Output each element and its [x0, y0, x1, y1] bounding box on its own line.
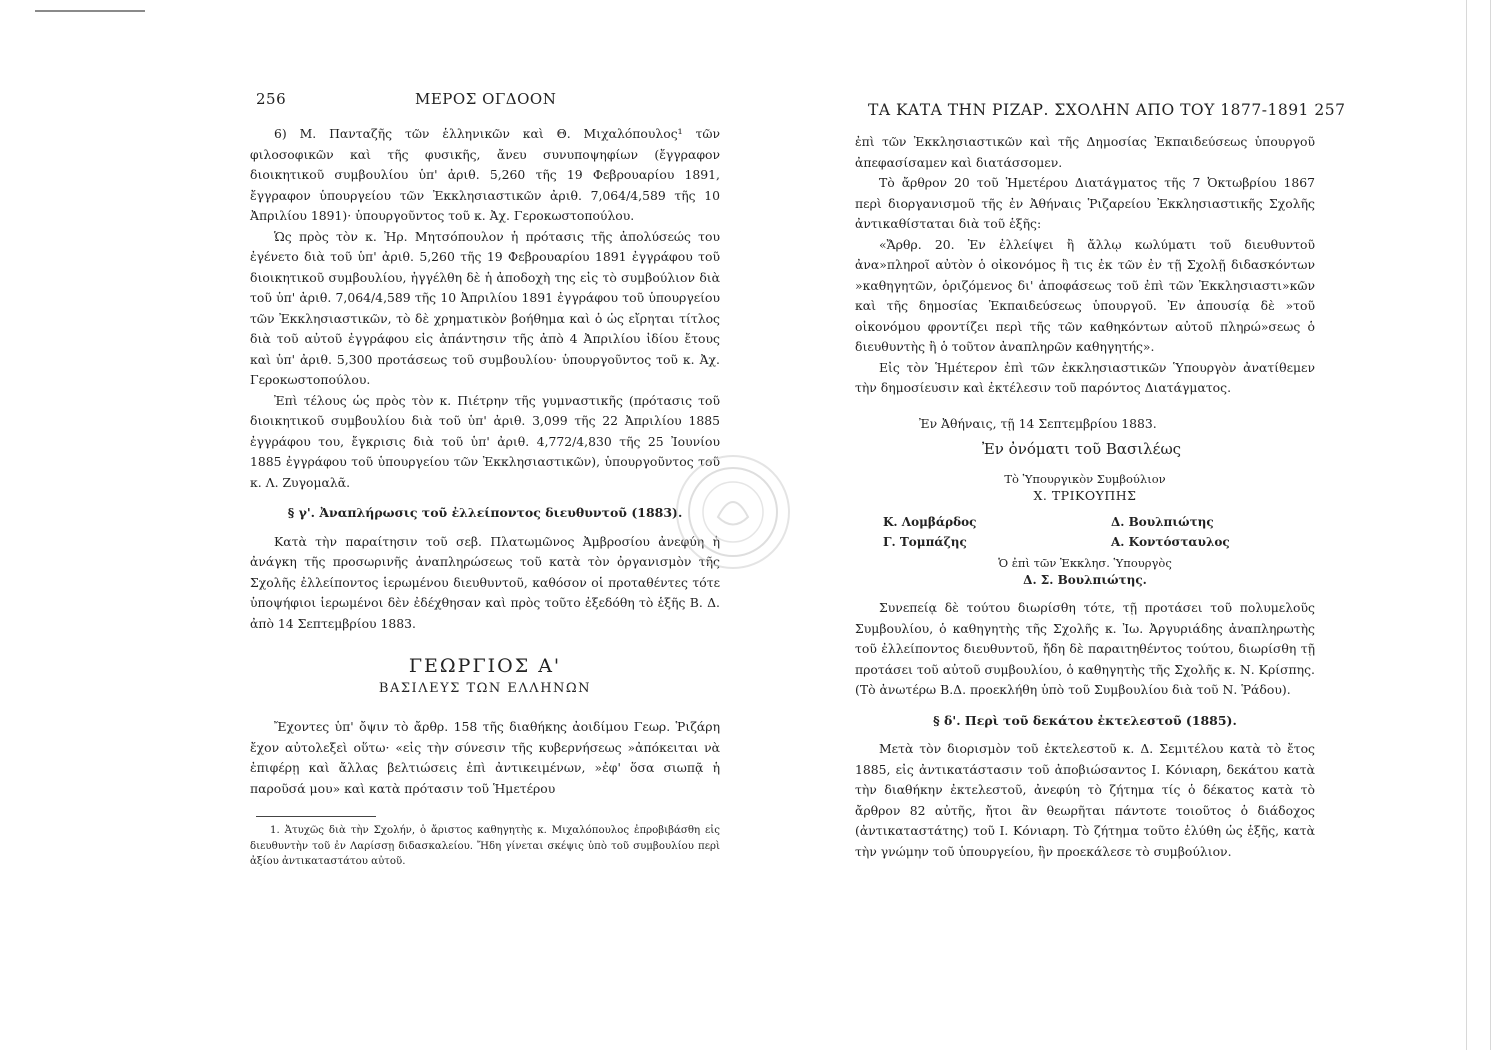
left-body	[250, 124, 720, 634]
paragraph: Εἰς τὸν Ἡμέτερον ἐπὶ τῶν ἐκκλησιαστικῶν Ὑπουργὸν ἀνατίθεμεν τὴν δημοσίευσιν καὶ ἐκτέλεσιν τοῦ παρόντος Διατάγματος.	[855, 359, 1315, 395]
running-head-title: ΤΑ ΚΑΤΑ ΤΗΝ ΡΙΖΑΡ. ΣΧΟΛΗΝ ΑΠΟ ΤΟΥ 1877-1891 257	[868, 101, 1346, 119]
paragraph: Ἐπὶ τέλους ὡς πρὸς τὸν κ. Πιέτρην τῆς γυμναστικῆς (πρότασις τοῦ διοικητικοῦ συμβουλίου διὰ τοῦ ὑπ' ἀριθ. 3,099 τῆς 22 Ἀπριλίου 1885 ἐγγράφου του, ἔγκρισις διὰ τοῦ ὑπ' ἀριθ. 4,772/4,830 τῆς 25 Ἰουνίου 1885 ἐγγράφου τοῦ ὑπουργείου τῶν Ἐκκλησιαστικῶν), ὑπουργοῦντος τοῦ κ. Λ. Ζυγομαλᾶ.	[250, 392, 720, 490]
right-body-top	[855, 132, 1315, 399]
left-page	[250, 0, 720, 1050]
king-name: ΓΕΩΡΓΙΟΣ Α'	[408, 655, 562, 677]
quoted-article: «Ἄρθρ. 20. Ἐν ἐλλείψει ἢ ἄλλῳ κωλύματι τοῦ διευθυντοῦ ἀνα»πληροῖ αὐτὸν ὁ οἰκονόμος ἢ τις ἐκ τῶν ἐν τῇ Σχολῇ διδασκόντων »καθηγητῶν, ὁριζόμενος δι' ἀποφάσεως τοῦ ἐπὶ τῶν Ἐκκλησιαστι»κῶν καὶ τῆς δημοσίας Ἐκπαιδεύσεως ὑπουργοῦ. Ἐν ἀπουσίᾳ δὲ »τοῦ οἰκονόμου φροντίζει περὶ τῆς τῶν καθηκόντων αὐτοῦ πληρώ»σεως ὁ διευθυντὴς ἢ ὁ τοῦτον ἀναπληρῶν καθηγητής».	[855, 236, 1315, 354]
minister-signature: Γ. Τομπάζης	[883, 535, 967, 549]
footnote-text: 1. Ἀτυχῶς διὰ τὴν Σχολήν, ὁ ἄριστος καθηγητὴς κ. Μιχαλόπουλος ἐπροβιβάσθη εἰς διευθυντὴν τοῦ ἐν Λαρίσσῃ διδασκαλείου. Ἤδη γίνεται σκέψις ὑπὸ τοῦ συμβουλίου περὶ ἀξίου ἀντικαταστάτου αὐτοῦ.	[250, 825, 720, 867]
minister-signature: Κ. Λομβάρδος	[883, 515, 977, 529]
page-number: 256	[256, 90, 287, 108]
paragraph: 6) Μ. Πανταζῆς τῶν ἑλληνικῶν καὶ Θ. Μιχαλόπουλος¹ τῶν φιλοσοφικῶν καὶ τῆς φυσικῆς, ἄνευ συνυποψηφίων (ἔγγραφον διοικητικοῦ συμβουλίου ὑπ' ἀριθ. 5,260 τῆς 19 Φεβρουαρίου 1891, ἔγγραφον ὑπουργείου τῶν Ἐκκλησιαστικῶν ἀριθ. 7,064/4,589 τῆς 10 Ἀπριλίου 1891)· ὑπουργοῦντος τοῦ κ. Ἀχ. Γεροκωστοπούλου.	[250, 126, 720, 223]
running-head-title: ΜΕΡΟΣ ΟΓΔΟΟΝ	[415, 90, 557, 108]
decree-heading	[250, 655, 720, 696]
scan-edge-line	[1466, 0, 1467, 1050]
paragraph: Ὡς πρὸς τὸν κ. Ἠρ. Μητσόπουλον ἡ πρότασις τῆς ἀπολύσεώς του ἐγένετο διὰ τοῦ ὑπ' ἀριθ. 5,260 τῆς 19 Φεβρουαρίου 1891 ἐγγράφου τοῦ διοικητικοῦ συμβουλίου, ἠγγέλθη δὲ ἡ ἀποδοχὴ της εἰς τὸ συμβούλιον διὰ τοῦ ὑπ' ἀριθ. 7,064/4,589 τῆς 10 Ἀπριλίου 1891 ἐγγράφου τοῦ ὑπουργείου τῶν Ἐκκλησιαστικῶν, τὸ δὲ χρηματικὸν βοήθημα καὶ ὁ ὡς εἴρηται τίτλος διὰ τοῦ αὐτοῦ ἐγγράφου εἰς ἀπάντησιν τῆς ἀπὸ 4 Ἀπριλίου ἰδίου ἔτους καὶ ὑπ' ἀριθ. 5,300 προτάσεως τοῦ συμβουλίου· ὑπουργοῦντος τοῦ κ. Ἀχ. Γεροκωστοπούλου.	[250, 228, 720, 387]
section-title: § δ'. Περὶ τοῦ δεκάτου ἐκτελεστοῦ (1885).	[933, 712, 1237, 728]
paragraph: Μετὰ τὸν διορισμὸν τοῦ ἐκτελεστοῦ κ. Δ. Σεμιτέλου κατὰ τὸ ἔτος 1885, εἰς ἀντικατάστασιν τοῦ ἀποβιώσαντος Ι. Κόνιαρη, δεκάτου κατὰ τὴν διαθήκην ἐκτελεστοῦ, ἀνεφύη τὸ ζήτημα τίς ὁ δέκατος κατὰ τὸ ἄρθρον 82 αὐτῆς, ἤτοι ἂν θεωρῆται πάντοτε τοιοῦτος ὁ διάδοχος (ἀντικαταστάτης) τοῦ Ι. Κόνιαρη. Τὸ ζήτημα τοῦτο ἐλύθη ὡς ἑξῆς, κατὰ τὴν γνώμην τοῦ ὑπουργείου, ἣν προεκάλεσε τὸ συμβούλιον.	[855, 741, 1315, 859]
paragraph: Ἔχοντες ὑπ' ὄψιν τὸ ἄρθρ. 158 τῆς διαθήκης ἀοιδίμου Γεωρ. Ῥιζάρη ἔχον αὐτολεξεὶ οὕτω· «εἰς τὴν σύνεσιν τῆς κυβερνήσεως »ἀπόκειται νὰ ἐπιφέρῃ καὶ ἄλλας βελτιώσεις ἐπὶ ἀντικειμένων, »ἐφ' ὅσα σιωπᾷ ἡ παροῦσά μου» καὶ κατὰ πρότασιν τοῦ Ἡμετέρου	[250, 719, 720, 796]
scan-edge-line	[1490, 0, 1491, 1050]
minister-signature: Δ. Βουλπιώτης	[1111, 515, 1214, 529]
paragraph: Συνεπείᾳ δὲ τούτου διωρίσθη τότε, τῇ προτάσει τοῦ πολυμελοῦς Συμβουλίου, ὁ καθηγητὴς τῆς Σχολῆς κ. Ἰω. Ἀργυριάδης ἀναπληρωτὴς τοῦ ἐλλείποντος διευθυντοῦ, ἤδη δὲ παραιτηθέντος τούτου, διωρίσθη τῇ προτάσει τοῦ αὐτοῦ συμβουλίου, ὁ καθηγητὴς τῆς Σχολῆς κ. Ν. Κρίσπης. (Τὸ ἀνωτέρω Β.Δ. προεκλήθη ὑπὸ τοῦ Συμβουλίου διὰ τοῦ Ν. Ῥάδου).	[855, 600, 1315, 697]
scan-top-line	[35, 10, 145, 12]
decree-body	[250, 717, 720, 799]
footnote-rule	[256, 816, 376, 817]
section-title: § γ'. Ἀναπλήρωσις τοῦ ἐλλείποντος διευθυντοῦ (1883).	[287, 505, 683, 520]
in-name-of-king: Ἐν ὀνόματι τοῦ Βασιλέως	[982, 440, 1182, 458]
minister-signature: Α. Κοντόσταυλος	[1111, 535, 1230, 549]
council-label: Τὸ Ὑπουργικὸν Συμβούλιον	[1004, 472, 1166, 486]
prime-minister: Χ. ΤΡΙΚΟΥΠΗΣ	[1033, 488, 1137, 503]
paragraph: Κατὰ τὴν παραίτησιν τοῦ σεβ. Πλατωμῶνος Ἀμβροσίου ἀνεφύη ἡ ἀνάγκη τῆς προσωρινῆς ἀναπληρώσεως τοῦ κατὰ τὸν ὀργανισμὸν τῆς Σχολῆς ἐλλείποντος ἱερωμένου διευθυντοῦ, καθόσον οἱ προταθέντες τότε ὑποψήφιοι ἱερωμένοι δὲν ἐδέχθησαν καὶ πρὸς τοῦτο ἐξεδόθη τὸ ἑξῆς Β. Δ. ἀπὸ 14 Σεπτεμβρίου 1883.	[250, 533, 720, 631]
dateline: Ἐν Ἀθήναις, τῇ 14 Σεπτεμβρίου 1883.	[919, 416, 1157, 431]
minister-label: Ὁ ἐπὶ τῶν Ἐκκλησ. Ὑπουργὸς	[998, 556, 1172, 570]
library-stamp	[676, 455, 790, 569]
right-body-bottom	[855, 598, 1315, 862]
paragraph: Τὸ ἄρθρον 20 τοῦ Ἡμετέρου Διατάγματος τῆς 7 Ὀκτωβρίου 1867 περὶ διοργανισμοῦ τῆς ἐν Ἀθήναις Ῥιζαρείου Ἐκκλησιαστικῆς Σχολῆς ἀντικαθίσταται διὰ τοῦ ἑξῆς:	[855, 175, 1315, 231]
minister-name: Δ. Σ. Βουλπιώτης.	[1023, 573, 1147, 587]
king-title: ΒΑΣΙΛΕΥΣ ΤΩΝ ΕΛΛΗΝΩΝ	[378, 681, 592, 696]
stamp-emblem-icon	[678, 457, 788, 567]
footnote	[250, 823, 720, 870]
paragraph: ἐπὶ τῶν Ἐκκλησιαστικῶν καὶ τῆς Δημοσίας Ἐκπαιδεύσεως ὑπουργοῦ ἀπεφασίσαμεν καὶ διατάσσομεν.	[855, 134, 1315, 170]
right-page	[855, 0, 1346, 1050]
